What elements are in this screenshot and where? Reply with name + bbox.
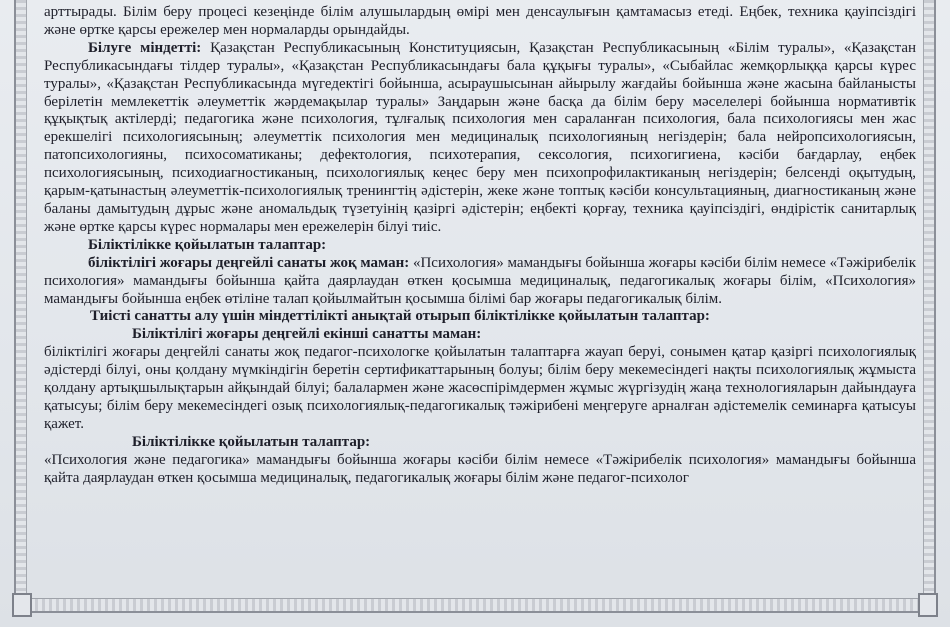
page-border-bottom: [14, 598, 936, 613]
paragraph-second-category: біліктілігі жоғары деңгейлі санаты жоқ педагог-психологке қойылатын талаптарға жауап беруі, сонымен қатар қазіргі психологиялық әдістерді білуі, оны қолдану мүмкіндігін беретін сертификаттарының болуы; білім беру мекемесіндегі нақты психологиялық жұмыста қолдану артықшылықтарын айқындай білуі; балалармен және жасөспірімдермен жұмыс жүргізудің жаңа технологияларын дайындауға қатысуы; білім беру мекемесіндегі озық психологиялық-педагогикалық тәжірибені меңгеруге арналған әдістемелік семинарға қатысуы қажет.: [44, 344, 916, 432]
paragraph-final: «Психология және педагогика» мамандығы бойынша жоғары кәсіби білім немесе «Тәжірибелік психология» мамандығы бойынша қайта даярлаудан өткен қосымша медициналық, педагогикалық жоғары білім және педагог-психолог: [44, 451, 916, 486]
must-know-label: Білуге міндетті:: [88, 39, 202, 56]
heading-requirements-2: Біліктілікке қойылатын талаптар:: [132, 433, 371, 450]
no-category-label: біліктілігі жоғары деңгейлі санаты жоқ маман:: [88, 254, 410, 271]
heading-requirements-1: Біліктілікке қойылатын талаптар:: [88, 236, 327, 253]
paragraph-intro: арттырады. Білім беру процесі кезеңінде білім алушылардың өмірі мен денсаулығын қамтамасыз етеді. Еңбек, техника қауіпсіздігі және өртке қарсы ережелер мен нормаларды орындайды.: [44, 4, 916, 38]
heading-second-category: Біліктілігі жоғары деңгейлі екінші санатты маман:: [132, 326, 482, 343]
document-body: [44, 4, 916, 487]
corner-ornament-left: [12, 593, 32, 617]
must-know-text: Қазақстан Республикасының Конституциясын, Қазақстан Республикасының «Білім туралы», «Қазақстан Республикасындағы тілдер туралы», «Қазақстан Республикасындағы бала құқығы туралы», «Сыбайлас жемқорлыққа қарсы күрес туралы», «Қазақстан Республикасында мүгедектігі бойынша, асыраушысынан айырылу жағдайы бойынша және жасына байланысты берілетін мемлекеттік әлеуметтік жәрдемақылар туралы» Заңдарын және басқа да білім беру мәселелері бойынша нормативтік құқықтық актілерді; педагогика және психология, тұлғалық психология мен сараланған психология, бала психологиясы мен жас ерекшелігі психологиясының; әлеуметтік психология мен медициналық психологияның негіздерін; бала нейропсихологиясын, патопсихологияны, психосоматиканы; дефектология, психотерапия, сексология, психогигиена, кәсіби бағдарлау, еңбек психологиясының, психодиагностиканың, психологиялық кеңес беру мен психопрофилактиканың негіздерін; белсенді оқытудың, қарым-қатынастың әлеуметтік-психологиялық тренингтің әдістерін, жеке және топтық кәсіби консультацияның, диагностиканың және баланы дамытудың дұрыс және аномальдық түзетуінің қазіргі әдістерін; еңбекті қорғау, техника қауіпсіздігі, өндірістік санитарлық және өртке қарсы күрес нормалары мен ережелерін білуі тиіс.: [44, 39, 916, 235]
paragraph-no-category-specialist: [44, 255, 916, 309]
corner-ornament-right: [918, 593, 938, 617]
paragraph-must-know: [44, 40, 916, 237]
heading-category-requirements: Тиісті санатты алу үшін міндеттілікті анықтай отырып біліктілікке қойылатын талаптар:: [90, 308, 710, 325]
page-border-right: [923, 0, 936, 599]
no-category-text: «Психология» мамандығы бойынша жоғары кәсіби білім немесе «Тәжірибелік психология» мамандығы бойынша қайта даярлаудан өткен қосымша медициналық, педагогикалық жоғары білім, «Психология» мамандығы бойынша еңбек өтіліне талап қойылмайтын қосымша білімі бар жоғары педагогикалық білім.: [44, 254, 916, 307]
page-border-left: [14, 0, 27, 599]
